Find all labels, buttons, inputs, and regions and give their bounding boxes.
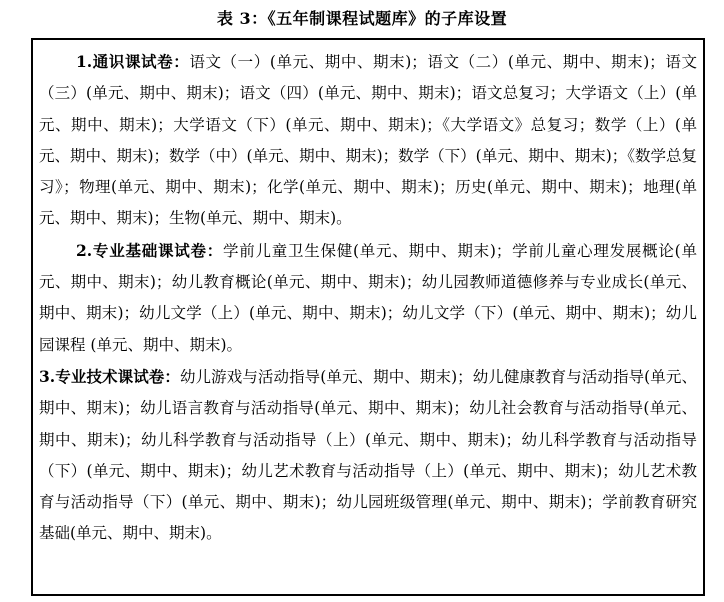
section-general-heading: 1.通识课试卷： — [76, 52, 190, 71]
section-general — [39, 46, 697, 235]
section-technical — [39, 361, 697, 550]
section-foundation-heading: 2.专业基础课试卷： — [76, 240, 223, 260]
section-foundation — [39, 235, 697, 361]
section-general-body: 语文（一）(单元、期中、期末)；语文（二）(单元、期中、期末)；语文（三）(单元、期中、期末)；语文（四）(单元、期中、期末)；语文总复习；大学语文（上）(单元、期中、期末)；大学语文（下）(单元、期中、期末)；《大学语文》总复习；数学（上）(单元、期中、期末)；数学（中）(单元、期中、期末)；数学（下）(单元、期中、期末)；《数学总复习》；物理(单元、期中、期末)；化学(单元、期中、期末)；历史(单元、期中、期末)；地理(单元、期中、期末)；生物(单元、期中、期末)。 — [39, 53, 697, 228]
section-technical-body: 幼儿游戏与活动指导(单元、期中、期末)；幼儿健康教育与活动指导(单元、期中、期末)；幼儿语言教育与活动指导(单元、期中、期末)；幼儿社会教育与活动指导(单元、期中、期末)；幼儿科学教育与活动指导（上）(单元、期中、期末)；幼儿科学教育与活动指导（下）(单元、期中、期末)；幼儿艺术教育与活动指导（上）(单元、期中、期末)；幼儿艺术教育与活动指导（下）(单元、期中、期末)；幼儿园班级管理(单元、期中、期末)；学前教育研究基础(单元、期中、期末)。 — [39, 367, 697, 543]
table-caption: 表 3：《五年制课程试题库》的子库设置 — [216, 9, 508, 28]
section-technical-heading: 3.专业技术课试卷： — [39, 366, 180, 386]
subbank-box — [31, 38, 705, 596]
section-foundation-body: 学前儿童卫生保健(单元、期中、期末)；学前儿童心理发展概论(单元、期中、期末)；幼儿教育概论(单元、期中、期末)；幼儿园教师道德修养与专业成长(单元、期中、期末)；幼儿文学（上）(单元、期中、期末)；幼儿文学（下）(单元、期中、期末)；幼儿园课程 (单元、期中、期末)。 — [39, 241, 697, 354]
